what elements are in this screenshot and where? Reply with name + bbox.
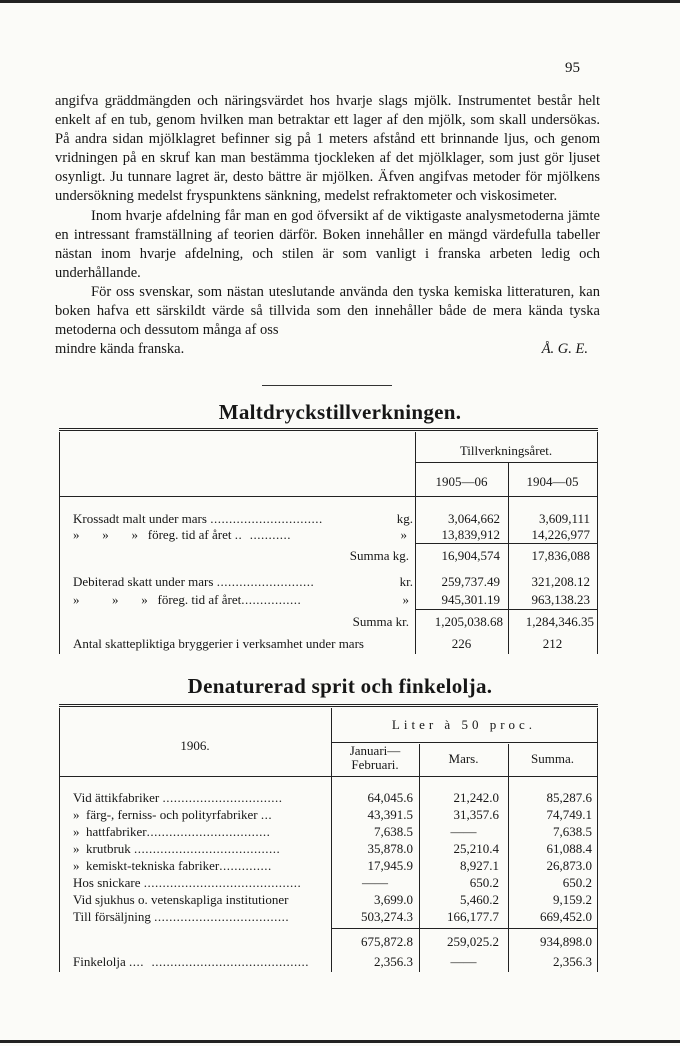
table2-cell: —— — [450, 824, 477, 839]
table2-cell: 31,357.6 — [453, 807, 499, 822]
table1-row-unit: kg. — [396, 511, 413, 526]
table1-row-unit: kr. — [399, 574, 413, 589]
table1-row-unit: » — [400, 527, 407, 542]
table1-cell: 14,226,977 — [531, 527, 590, 542]
table2-total-cell: 934,898.0 — [540, 934, 592, 949]
table2-cell: 35,878.0 — [367, 841, 413, 856]
table2-total-cell: 259,025.2 — [447, 934, 499, 949]
table2-col1-header: Januari— Februari. — [349, 743, 401, 772]
table1-cell: 212 — [542, 636, 563, 651]
table1-cell: 17,836,088 — [531, 548, 590, 563]
table2-cell: 669,452.0 — [540, 909, 592, 924]
table2-sum-rule — [331, 928, 598, 929]
table2-cell: 166,177.7 — [447, 909, 499, 924]
table2 — [59, 704, 598, 976]
table2-total-cell: 675,872.8 — [361, 934, 413, 949]
table1-cell: 1,284,346.35 — [525, 614, 594, 629]
table2-row-label: Vid ättikfabriker ................................ — [73, 790, 283, 805]
table1-group-rule — [415, 462, 597, 463]
table1-row-label: Krossadt malt under mars .............................. — [73, 511, 323, 526]
table1-cell: 13,839,912 — [441, 527, 500, 542]
table1-sum-rule — [415, 609, 597, 610]
table2-row-label: » hattfabriker................................. — [73, 824, 271, 839]
table2-cell: 61,088.4 — [546, 841, 592, 856]
table1-col1-header: 1905—06 — [435, 474, 488, 489]
table2-top-rule — [59, 704, 598, 707]
table1-row-label: Debiterad skatt under mars .......................... — [73, 574, 315, 589]
table1-group-header: Tillverkningsåret. — [459, 443, 553, 458]
table1-cell: 321,208.12 — [531, 574, 590, 589]
table2-cell: 26,873.0 — [546, 858, 592, 873]
table1-cell: 1,205,038.68 — [434, 614, 503, 629]
table2-cell: 503,274.3 — [361, 909, 413, 924]
table2-cell: 5,460.2 — [460, 892, 499, 907]
body-text — [55, 92, 600, 359]
table1-cell: 945,301.19 — [441, 592, 500, 607]
table1-cell: 3,609,111 — [538, 511, 590, 526]
paragraph-2: Inom hvarje afdelning får man en god öfversikt af de viktigaste analysmetoderna jämte en intressant framställning af teorien därför. Boken innehåller en mängd värdefulla tabeller nästan inom hvarje afdelning, och stilen är som vanligt i franska arbeten ledig och underhållande. — [55, 207, 600, 281]
table1-row-label: Antal skattepliktiga bryggerier i verksamhet under mars — [73, 636, 364, 651]
table2-group-header: Liter à 50 proc. — [391, 717, 537, 732]
table1-right-edge — [597, 432, 598, 654]
table2-cell: 650.2 — [562, 875, 592, 890]
table1-cell: 3,064,662 — [448, 511, 500, 526]
table2-cell: 3,699.0 — [374, 892, 413, 907]
table1 — [59, 428, 598, 658]
table2-cell: 7,638.5 — [553, 824, 592, 839]
table2-cell: 25,210.4 — [453, 841, 499, 856]
table2-cell: 17,945.9 — [367, 858, 413, 873]
section-divider — [262, 385, 392, 386]
table2-cell: —— — [450, 954, 477, 969]
table1-cell: 226 — [451, 636, 472, 651]
table2-cell: 74,749.1 — [546, 807, 592, 822]
paragraph-1: angifva gräddmängden och näringsvärdet hos hvarje slags mjölk. Instrumentet består helt enkelt af en tub, genom hvilken man betraktar ett lager af den mjölk, som skall undersökas. På andra sidan mjölklagret befinner sig på 1 meters afstånd ett brinnande ljus, och genom vridningen på en skruf kan man bestämma tjockleken af det mjölklager, som just gör ljuset osynligt. Ju tunnare lagret är, desto bättre är mjölken. Äfven angifvas metoder för mjölkens undersökning medelst fryspunktens sänkning, medelst refraktometer och viskosimeter. — [55, 93, 600, 205]
paragraph-3-last-line — [55, 340, 600, 359]
table2-year-header: 1906. — [180, 738, 210, 753]
table2-cell: 43,391.5 — [367, 807, 413, 822]
table1-cell: 16,904,574 — [441, 548, 500, 563]
table2-row-label: » färg-, ferniss- och polityrfabriker ... — [73, 807, 273, 822]
paragraph-3-ending: mindre kända franska. — [55, 341, 185, 358]
table1-cell: 259,737.49 — [441, 574, 500, 589]
table2-cell: 85,287.6 — [546, 790, 592, 805]
table1-cell: 963,138.23 — [531, 592, 590, 607]
bottom-border-rule — [0, 1040, 680, 1043]
table1-sum-label: Summa kr. — [352, 614, 409, 629]
table1-row-unit: » — [402, 592, 409, 607]
table2-header-rule — [59, 776, 598, 777]
table1-col2-header: 1904—05 — [526, 474, 579, 489]
table1-top-rule — [59, 428, 598, 431]
table2-cell: 9,159.2 — [553, 892, 592, 907]
paragraph-3: För oss svenskar, som nästan uteslutande använda den tyska kemiska litteraturen, kan boken hafva ett särskildt värde så tillvida som den innehåller både de mera kända tyska metoderna och dessutom många af oss — [55, 283, 600, 339]
table1-row-label: » » » föreg. tid af året................ — [73, 592, 302, 607]
table2-cell: 650.2 — [469, 875, 499, 890]
table2-cell: 8,927.1 — [460, 858, 499, 873]
table1-header-rule — [59, 496, 598, 497]
table2-row-label: » kemiskt-tekniska fabriker.............. — [73, 858, 272, 873]
table1-row-label: » » » föreg. tid af året .. ........... — [73, 527, 291, 542]
table1-sum-rule — [415, 543, 597, 544]
signature: Å. G. E. — [541, 341, 588, 358]
table2-col3-header: Summa. — [531, 751, 574, 766]
table2-row-label: Till försäljning .................................... — [73, 909, 290, 924]
table1-left-edge — [59, 432, 60, 654]
table2-row-label: Hos snickare .......................................... — [73, 875, 302, 890]
table2-row-label: Vid sjukhus o. vetenskapliga institutioner — [73, 892, 289, 907]
table2-cell: 2,356.3 — [374, 954, 413, 969]
table2-row-label: Finkelolja .... .......................................... — [73, 954, 309, 969]
table1-title: Maltdryckstillverkningen. — [218, 400, 462, 424]
table2-col2-header: Mars. — [448, 751, 479, 766]
table2-row-label: » krutbruk ....................................... — [73, 841, 281, 856]
table2-cell: 2,356.3 — [553, 954, 592, 969]
table2-cell: 64,045.6 — [367, 790, 413, 805]
table1-sum-label: Summa kg. — [349, 548, 409, 563]
top-border-rule — [0, 0, 680, 3]
table2-cell: 7,638.5 — [374, 824, 413, 839]
table2-cell: 21,242.0 — [453, 790, 499, 805]
table2-cell: —— — [362, 875, 388, 890]
table2-title: Denaturerad sprit och finkelolja. — [187, 674, 493, 698]
page-number: 95 — [565, 60, 580, 76]
table2-right-edge — [597, 708, 598, 972]
